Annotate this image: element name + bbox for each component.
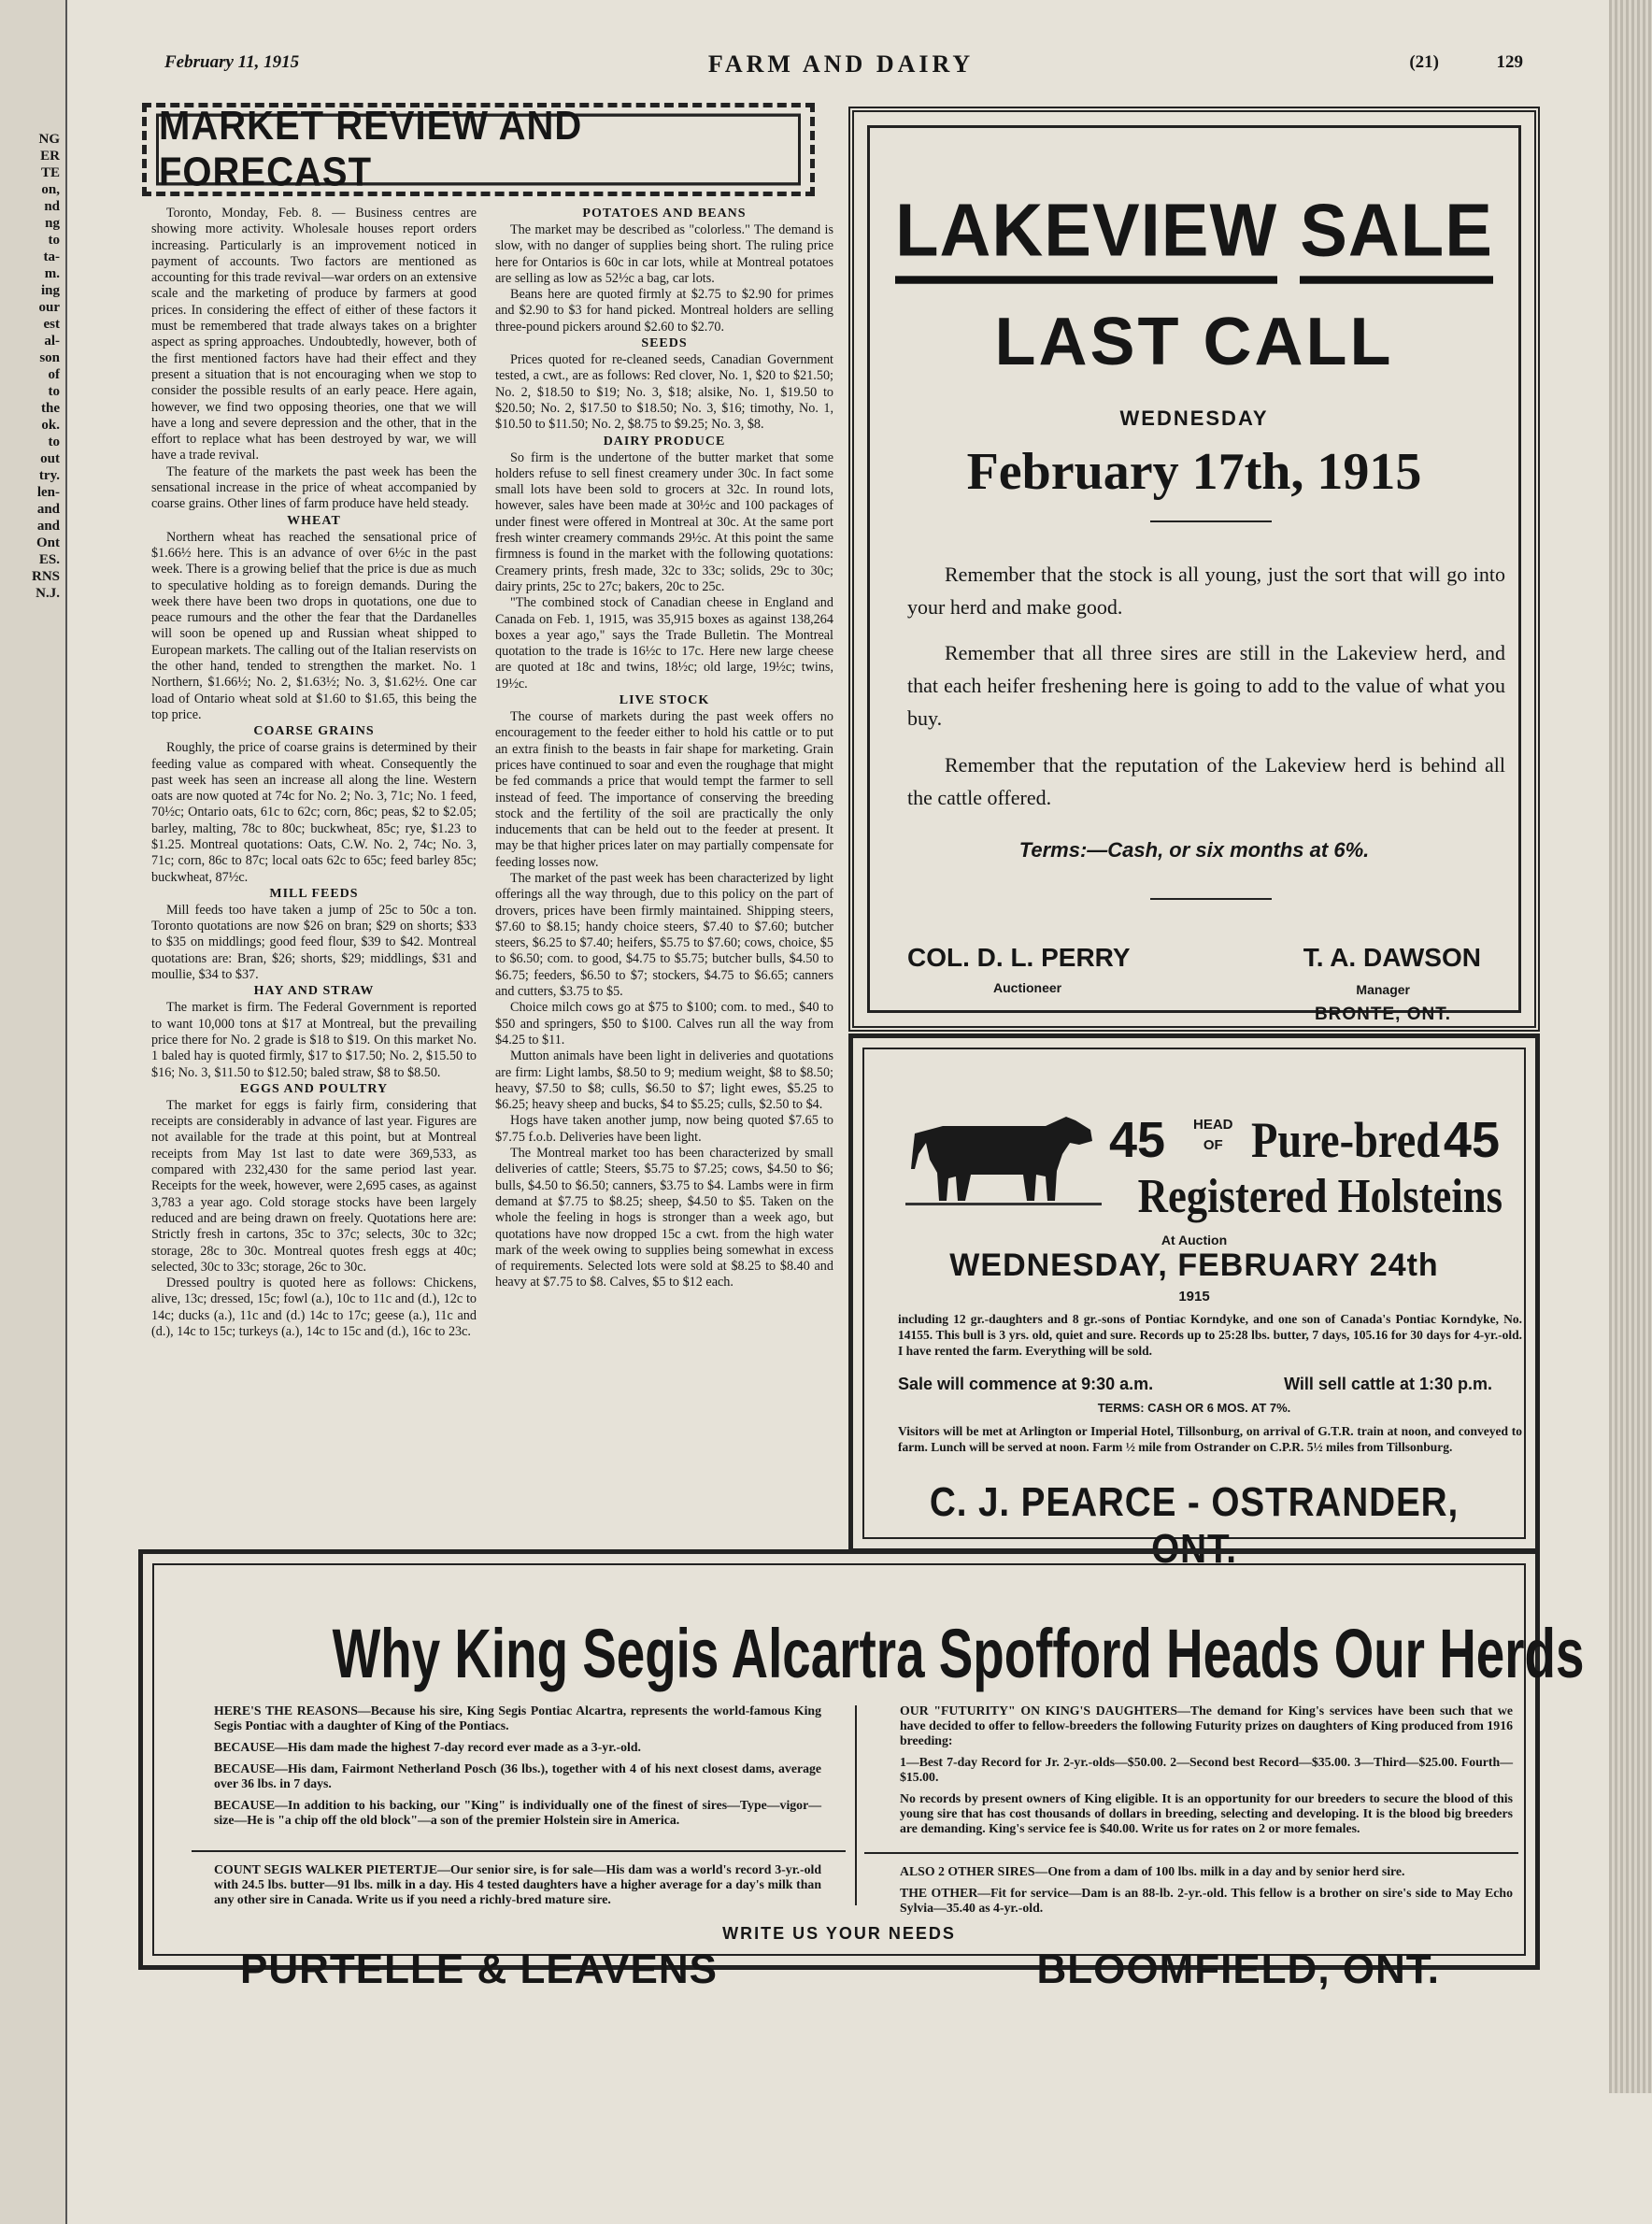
divider [1150,520,1272,522]
paragraph: The market of the past week has been characterized by light offerings all the way through, due to this policy on the part of drovers, prices have been firmly maintained. Shipping steers, $7.60 to $8.15; handy choice steers, $7.40 to $7.60; butcher steers, $6.25 to $7.40; heifers, $5.75 to $7.60; cows, choice, $5 to $6.50; com. to good, $4.75 to $5.75; butcher bulls, $4.50 to $6.75; feeders, $6.50 to $7; stockers, $4.75 to $6.65; canners and cutters, $3.75 to $5. [495,870,833,1000]
auctioneer-name: COL. D. L. PERRY [907,943,1131,972]
holsteins-year: 1915 [1178,1289,1210,1304]
section-heading: POTATOES AND BEANS [582,207,747,221]
paragraph-text: Our senior sire, is for sale—His dam was a world's record 3-yr.-old with 24.5 lbs. butter—91 lbs. milk in a day. His 4 tested daughters have a higher average for a day's milk than any other sire in Canada. Write us if you need a richly-bred mature sire. [214,1862,822,1906]
paragraph-lead: COUNT SEGIS WALKER PIETERTJE— [214,1862,450,1876]
paragraph: The course of markets during the past week offers no encouragement to the feeder either to hold his cattle or to put an extra finish to the beasts in fair shape for marketing. Grain prices have continued to soar and even the roughage that might be fed commands a price that would tempt the farmer to sell instead of feed. The importance of conserving the breeding stock and the fertility of the soil are practically the only inducements that can be held out to the feeder at present. It may be that higher prices later on may partially compensate for feeding losses now. [495,709,833,870]
market-column-1 [151,206,477,1542]
auctioneer-role: Auctioneer [993,980,1062,995]
lakeview-weekday: WEDNESDAY [1119,406,1269,430]
paragraph-lead: BECAUSE— [214,1740,288,1754]
gutter-fragment: nd [44,199,60,214]
gutter-fragment: to [48,233,60,248]
paragraph: Toronto, Monday, Feb. 8. — Business centres are showing more activity. Wholesale houses report orders increasing. Particularly is an improvement noticed in payment of accounts. Two factors are mentioned as accounting for this trade revival—war orders on an extensive scale and the marketing of produce by farmers at good prices. In considering the effect of either of these factors it must be remembered that trade always takes on a brighter aspect as spring approaches. Undoubtedly, however, both of the first mentioned factors have had their effect and they present a situation that is not encouraging when we stop to consider the possible results of an early peace. Here again, however, we find two opposing theories, one that we will have a long and severe depression and the other, that in the effort to replace what has been destroyed by war, we will have a trade revival. [151,206,477,463]
gutter-fragment: TE [40,165,60,180]
gutter-fragment: ta- [43,249,60,264]
sale-start-time: Sale will commence at 9:30 a.m. [898,1375,1154,1393]
paragraph-lead: ALSO 2 OTHER SIRES— [900,1864,1048,1878]
section-heading: MILL FEEDS [269,886,359,901]
paragraph-text: In addition to his backing, our "King" is individually one of the finest of sires—Type—vigor—size—He is "a chip off the old block"—a son of the premier Holstein sire in America. [214,1798,821,1827]
write-us-line: WRITE US YOUR NEEDS [722,1924,956,1943]
ad-paragraph [900,1791,1513,1836]
cattle-sale-time: Will sell cattle at 1:30 p.m. [1284,1375,1492,1393]
gutter-fragment: ER [40,149,60,164]
king-segis-ad [138,1549,1585,1992]
paragraph-lead: BECAUSE— [214,1761,288,1775]
ad-paragraph [214,1704,821,1733]
gutter-fragment: Ont [36,535,60,550]
market-review-title: MARKET REVIEW AND FORECAST [156,114,801,186]
gutter-fragment: ng [45,216,60,231]
lakeview-para-1: Remember that the stock is all young, just the sort that will go into your herd and make good. [907,563,1505,619]
paragraph: The market may be described as "colorless." The demand is slow, with no danger of supplies being short. The ruling price here for Ontarios is 60c in car lots, while at Montreal potatoes are selling as low as 52½c a bag, car lots. [495,222,833,286]
paragraph-text: Because his sire, King Segis Pontiac Alcartra, represents the world-famous King Segis Pontiac with a daughter of King of the Pontiacs. [214,1704,821,1732]
holsteins-terms: TERMS: CASH OR 6 MOS. AT 7%. [1097,1401,1291,1415]
king-reasons [214,1704,821,1834]
market-review-title-box [142,103,815,196]
gutter-fragment: on, [41,182,60,197]
lakeview-terms: Terms:—Cash, or six months at 6%. [1018,838,1370,862]
divider [1150,898,1272,900]
paragraph: Roughly, the price of coarse grains is determined by their feeding value as compared with wheat. Consequently the past week has seen an increase all along the line. Western oats are now quoted at 74c for No. 2; No. 3, 71c; No. 1 feed, 70½c; Ontario oats, 61c to 62c; corn, 86c; peas, $2 to $2.05; barley, malting, 78c to 80c; buckwheat, 85c; rye, $1.23 to $1.25. Montreal quotations: Oats, C.W. No. 2, 74c; No. 3, 71c; corn, 86c to 87c; local oats 62c to 65c; feed barley 85c; buckwheat, 87½c. [151,740,477,885]
paragraph-text: His dam, Fairmont Netherland Posch (36 lbs.), together with 4 of his next closest dams, average over 36 lbs. in 7 days. [214,1761,821,1790]
paragraph: Northern wheat has reached the sensational price of $1.66½ here. This is an advance of over 6½c in the past week. There is a growing belief that the price is due as much to speculative holding as to foreign demands. During the week there have been two drops in quotations, one due to peace rumours and the other the fear that the Dardanelles will soon be opened up and Russian wheat shipped to European markets. The calling out of the Italian reservists on the other hand, tended to strengthen the market. No. 1 Northern, $1.66½; No. 2, $1.63½; No. 3, $1.62½. One car load of Ontario wheat sold at $1.60 to $1.65, this being the top price. [151,529,477,722]
gutter-fragment: of [48,367,60,382]
gutter-fragment: and [36,502,60,517]
holsteins-auction-ad [848,1034,1540,1572]
lakeview-location: BRONTE, ONT. [1314,1005,1451,1024]
paragraph-lead: OUR "FUTURITY" ON KING'S DAUGHTERS— [900,1704,1190,1718]
previous-page-gutter [0,0,67,2224]
holsteins-description: including 12 gr.-daughters and 8 gr.-sons of Pontiac Korndyke, and one son of Canada's Pontiac Korndyke, No. 14155. This bull is 3 yrs. old, quiet and sure. Records up to 25:28 lbs. butter, 7 days, 105.16 for 30 days for 4-yr.-old. I have rented the farm. Everything will be sold. [898,1312,1522,1358]
issue-date: February 11, 1915 [164,52,300,72]
paragraph: The Montreal market too has been characterized by small deliveries of cattle; Steers, $5.75 to $7.25; cows, $4.50 to $6; bulls, $4.50 to $6.50; canners, $3.75 to $4. Lambs were in firm demand at $7.75 to $8.25; sheep, $4.50 to $5. Taken on the whole the feeling in hogs is stronger than a week ago, but quotations have now dropped 15c a cwt. from the high water mark of the week owing to supplies being somewhat in excess of requirements. Selected lots were sold at $8.25 to $8.40 and heavy at $7.75 to $8. Calves, $5 to $12 each. [495,1146,833,1290]
lakeview-para-3: Remember that the reputation of the Lakeview herd is behind all the cattle offered. [907,753,1505,809]
gutter-fragment: len- [36,485,60,500]
gutter-fragment: our [38,300,60,315]
paragraph: Dressed poultry is quoted here as follows: Chickens, alive, 13c; dressed, 15c; fowl (a.), 10c to 11c and (d.), 12c to 14c; ducks (a.), 11c and (d.) 14c to 17c; geese (a.), 11c and (d.), 14c to 15c; turkeys (a.), 14c to 15c and (d.), 16c to 23c. [151,1276,477,1339]
breeder-location: BLOOMFIELD, ONT. [1036,1946,1440,1992]
paragraph-text: His dam made the highest 7-day record ever made as a 3-yr.-old. [287,1740,641,1754]
paragraph-text: One from a dam of 100 lbs. milk in a day and by senior herd sire. [1047,1864,1405,1878]
paragraph: The market is firm. The Federal Government is reported to want 10,000 tons at $17 at Montreal, but the prevailing price there for No. 2 grade is $18 to $19. On this market No. 1 baled hay is quoted firmly, $17 to $17.50; No. 2, $15.50 to $16; No. 3, $11.50 to $12.50; baled straw, $8 to $8.50. [151,1000,477,1080]
gutter-fragment: and [36,519,60,534]
gutter-fragment: ing [40,283,60,298]
ad-paragraph [900,1886,1513,1916]
paragraph-lead: HERE'S THE REASONS— [214,1704,371,1718]
lakeview-title [870,188,1518,273]
gutter-fragment: to [48,435,60,449]
gutter-fragment: NG [38,132,60,147]
ad-paragraph [214,1761,821,1791]
of-word: OF [1203,1137,1223,1153]
lakeview-inner-border [867,125,1521,1024]
lakeview-para-2: Remember that all three sires are still in the Lakeview herd, and that each heifer freshening here is going to add to the value of what you buy. [907,641,1505,730]
paragraph: Prices quoted for re-cleaned seeds, Canadian Government tested, a cwt., are as follows: Red clover, No. 1, $20 to $21.50; No. 2, $18.50 to $19; No. 3, $18; alsike, No. 1, $19.50 to $20.50; No. 2, $17.50 to $18.50; No. 3, $16; timothy, No. 1, $10.50 to $11.50; No. 2, $8.75 to $9.25; No. 3, $8. [495,352,833,433]
paragraph-lead: THE OTHER— [900,1886,991,1900]
section-heading: COARSE GRAINS [253,724,375,739]
manager-name: T. A. DAWSON [1303,943,1481,972]
paragraph: The market for eggs is fairly firm, considering that receipts are considerably in advance of last year. Figures are not available for the trade at this point, but at Montreal receipts from May 1st last to date were 369,533, as compared with 232,430 for the same period last year. Receipts for the week, however, were 2,695 cases, as against 3,783 a year ago. Cold storage stocks have been largely reduced and are being drawn on freely. Quotations here are: Strictly fresh in cartons, 35c to 37c; selects, 30c to 32c; storage, 28c to 30c. Montreal quotes fresh eggs at 40c; selected, 30c to 33c; storage, 26c to 30c. [151,1097,477,1275]
paragraph-text: 1—Best 7-day Record for Jr. 2-yr.-olds—$50.00. 2—Second best Record—$35.00. 3—Third—$25.00. Fourth—$15.00. [900,1755,1513,1784]
gutter-fragment: ES. [38,552,60,567]
gutter-fragment: out [40,451,60,466]
head-count-right: 45 [1443,1112,1500,1168]
section-divider [192,1850,846,1852]
ad-paragraph [214,1740,821,1755]
holsteins-date: WEDNESDAY, FEBRUARY 24th [949,1247,1439,1283]
king-inner-border [152,1563,1585,1992]
king-futurity [900,1704,1513,1843]
lakeview-sale-ad [848,107,1540,1032]
paragraph-text: No records by present owners of King eligible. It is an opportunity for our breeders to secure the blood of this young sire that has cost thousands of dollars in breeding, selecting and developing. It is the blood big breeders are demanding. King's service fee is $40.00. Write us for rates on 2 or more females. [900,1791,1513,1835]
gutter-fragment: son [39,350,60,365]
paragraph-text: The demand for King's services have been such that we have decided to offer to fellow-breeders the following Futurity prizes on daughters of King produced from 1916 breeding: [900,1704,1513,1747]
lakeview-word: LAKEVIEW [895,189,1277,284]
gutter-fragment: the [41,401,60,416]
paragraph: Hogs have taken another jump, now being quoted $7.65 to $7.75 f.o.b. Deliveries have been light. [495,1113,833,1145]
head-count-left: 45 [1109,1112,1166,1168]
section-divider [864,1852,1518,1854]
section-heading: EGGS AND POULTRY [239,1081,389,1096]
pure-bred-label: Pure-bred [1251,1112,1441,1168]
cow-illustration [905,1098,1102,1210]
section-heading: DAIRY PRODUCE [603,434,726,449]
gutter-fragment: al- [44,334,60,349]
ad-paragraph [900,1704,1513,1748]
last-call: LAST CALL [994,305,1394,379]
ad-paragraph [214,1798,821,1828]
manager-role: Manager [1356,982,1410,997]
section-heading: SEEDS [641,336,688,351]
page-edge [1609,0,1652,2093]
paragraph: "The combined stock of Canadian cheese in England and Canada on Feb. 1, 1915, was 35,915 boxes as against 138,264 boxes a year ago," says the Trade Bulletin. The Montreal quotation to the trade is 16½c to 17c. Here new large cheese are quoted at 18c and twins, 18½c; old large, 19½c; twins, 19½c. [495,595,833,691]
paragraph: Mill feeds too have taken a jump of 25c to 50c a ton. Toronto quotations are now $26 on bran; $29 on shorts; $33 to $35 on middlings; good feed flour, $39 to $42. Montreal quotations are: Bran, $26; shorts, $29; middlings, $31 and moullie, $34 to $37. [151,902,477,983]
other-sires-note [900,1864,1513,1922]
paper-title: FARM AND DAIRY [707,50,975,78]
gutter-fragment: est [43,317,60,332]
section-heading: WHEAT [287,513,341,528]
gutter-fragment: try. [38,468,60,483]
seller-name: C. J. PEARCE - OSTRANDER, ONT. [929,1479,1460,1572]
registered-holsteins: Registered Holsteins [1137,1170,1503,1223]
market-column-2 [495,206,833,1542]
visitors-note: Visitors will be met at Arlington or Imperial Hotel, Tillsonburg, on arrival of G.T.R. train at noon, and conveyed to farm. Lunch will be served at noon. Farm ½ mile from Ostrander on C.P.R. 5½ miles from Tillsonburg. [898,1424,1522,1454]
gutter-fragment: RNS [31,569,60,584]
section-heading: LIVE STOCK [619,693,710,708]
gutter-fragment: N.J. [36,586,60,601]
king-segis-title: Why King Segis Alcartra Spofford Heads Our Herds [332,1615,1585,1692]
holsteins-inner-border [862,1048,1526,1572]
head-of-label [1193,1115,1233,1156]
column-divider [855,1705,857,1905]
paragraph: Mutton animals have been light in deliveries and quotations are firm: Light lambs, $8.50 to 9; medium weight, $8 to $8.50; heavy, $7.50 to $8; culls, $6.50 to $7; light ewes, $5.25 to $6.25; heavy sheep and bucks, $4 to $5.25; culls, $2.50 to $4. [495,1048,833,1113]
page-number: 129 [1496,52,1523,72]
at-auction-label: At Auction [1161,1233,1228,1247]
ad-paragraph [900,1755,1513,1785]
ad-paragraph [900,1864,1513,1879]
gutter-fragment: ok. [41,418,60,433]
count-segis-note [214,1862,821,1914]
paragraph: The feature of the markets the past week has been the sensational increase in the price of wheat accompanied by coarse grains. Other lines of farm produce have held steady. [151,463,477,512]
page-header [159,49,1523,77]
gutter-fragment: to [48,384,60,399]
paragraph-text: Fit for service—Dam is an 88-lb. 2-yr.-old. This fellow is a brother on sire's side to May Echo Sylvia—35.40 as 4-yr.-old. [900,1886,1513,1915]
paragraph: Beans here are quoted firmly at $2.75 to $2.90 for primes and $2.90 to $3 for hand picked. Montreal holders are selling three-pound pickers around $2.60 to $2.70. [495,287,833,335]
paragraph: So firm is the undertone of the butter market that some holders refuse to sell finest creamery under 30c. In fact some small lots have been sold to grocers at 32c. In round lots, however, sales have been made at 30½c and 100 packages of under finest were offered in Montreal at 30c. At the same port fresh winter creamery commands 29½c. At this point the same firmness is found in the market with the following quotations: Creamery prints, fresh made, 32c to 33c; solids, 29c to 30c; dairy prints, 25c to 27c; bakers, 20c to 25c. [495,449,833,594]
gutter-fragment: m. [44,266,60,281]
paragraph-lead: BECAUSE— [214,1798,288,1812]
lakeview-date: February 17th, 1915 [966,443,1422,501]
breeder-name: PURTELLE & LEAVENS [240,1946,719,1992]
section-number: (21) [1409,52,1439,72]
paragraph: Choice milch cows go at $75 to $100; com. to med., $40 to $50 and springers, $50 to $100. Calves run all the way from $4.25 to $11. [495,1000,833,1048]
head-word: HEAD [1193,1117,1233,1133]
sale-word: SALE [1300,189,1493,284]
section-heading: HAY AND STRAW [253,984,375,999]
ad-paragraph [214,1862,821,1907]
